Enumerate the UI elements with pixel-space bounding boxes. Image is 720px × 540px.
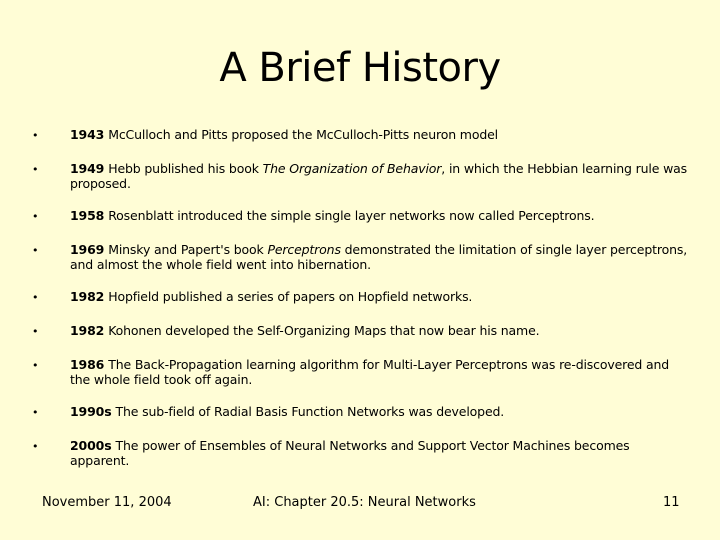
bullet-book-title: The Organization of Behavior — [262, 161, 442, 176]
bullet-text: Rosenblatt introduced the simple single layer networks now called Perceptrons. — [108, 208, 595, 223]
bullet-year: 1958 — [70, 208, 105, 223]
bullet-item-1990s — [32, 404, 690, 419]
bullet-text: The power of Ensembles of Neural Networks and Support Vector Machines becomes apparent. — [70, 438, 630, 468]
bullet-text-continued: , in which the Hebbian learning rule was proposed. — [70, 161, 688, 191]
bullet-text-continued: demonstrated the limitation of single layer perceptrons, and almost the whole field went into hibernation. — [70, 242, 688, 272]
bullet-dot-icon: • — [32, 406, 39, 419]
slide-title: A Brief History — [219, 45, 501, 91]
bullet-dot-icon: • — [32, 359, 39, 372]
bullet-dot-icon: • — [32, 440, 39, 453]
bullet-item-1982-kohonen — [32, 323, 690, 338]
footer-date: November 11, 2004 — [42, 495, 172, 510]
bullet-item-1986 — [32, 357, 690, 387]
bullet-year: 2000s — [70, 438, 112, 453]
bullet-text: Minsky and Papert's book — [108, 242, 268, 257]
bullet-year: 1986 — [70, 357, 105, 372]
bullet-item-1982-hopfield — [32, 289, 690, 304]
bullet-text: Hopfield published a series of papers on Hopfield networks. — [108, 289, 473, 304]
bullet-year: 1943 — [70, 127, 105, 142]
bullet-text: The sub-field of Radial Basis Function Networks was developed. — [115, 404, 505, 419]
bullet-item-1943 — [32, 127, 690, 142]
bullet-year: 1990s — [70, 404, 112, 419]
footer-page-number: 11 — [663, 495, 680, 510]
bullet-dot-icon: • — [32, 291, 39, 304]
bullet-year: 1982 — [70, 323, 105, 338]
bullet-item-1958 — [32, 208, 690, 223]
bullet-year: 1969 — [70, 242, 105, 257]
bullet-text: Kohonen developed the Self-Organizing Maps that now bear his name. — [108, 323, 540, 338]
bullet-dot-icon: • — [32, 163, 39, 176]
bullet-text: McCulloch and Pitts proposed the McCulloch-Pitts neuron model — [108, 127, 498, 142]
bullet-item-1949 — [32, 161, 690, 191]
bullet-book-title: Perceptrons — [267, 242, 341, 257]
bullet-dot-icon: • — [32, 129, 39, 142]
bullet-dot-icon: • — [32, 325, 39, 338]
bullet-dot-icon: • — [32, 244, 39, 257]
bullet-text: The Back-Propagation learning algorithm for Multi-Layer Perceptrons was re-discovered and the whole field took off again. — [70, 357, 670, 387]
bullet-item-1969 — [32, 242, 690, 272]
bullet-dot-icon: • — [32, 210, 39, 223]
footer-chapter-title: AI: Chapter 20.5: Neural Networks — [253, 495, 476, 510]
bullet-item-2000s — [32, 438, 690, 468]
bullet-text: Hebb published his book — [108, 161, 263, 176]
bullet-year: 1982 — [70, 289, 105, 304]
bullet-year: 1949 — [70, 161, 105, 176]
